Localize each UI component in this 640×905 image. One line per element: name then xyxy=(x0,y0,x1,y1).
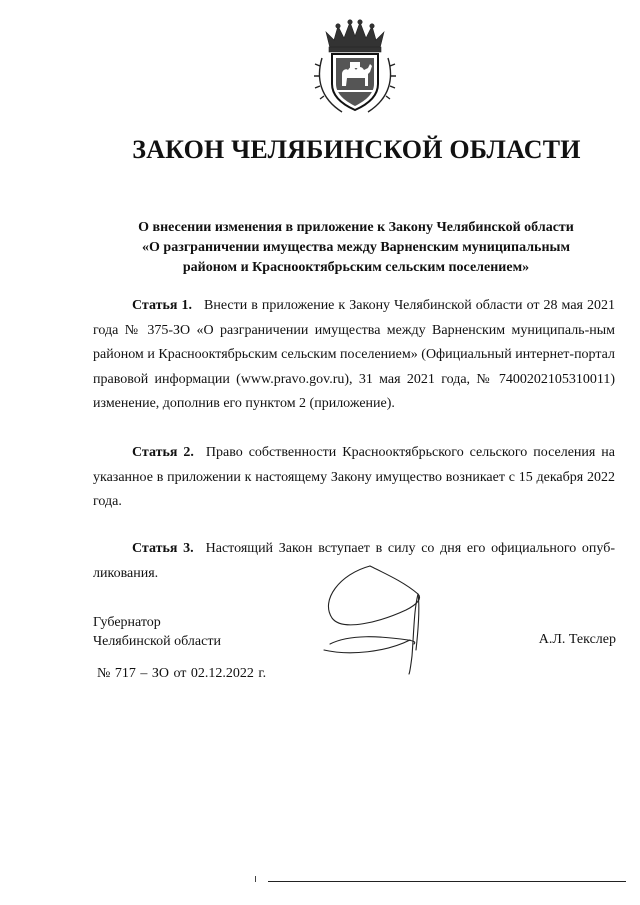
article-2 xyxy=(93,441,615,515)
article-text: Внести в приложение к Закону Челябинской области от 28 мая 2021 года № 375-ЗО «О разграничении имущества между Варненским муниципаль-ным районом и Краснооктябрьским сельским поселением» (Официальный интернет-портал правовой информации (www.pravo.gov.ru), 31 мая 2021 года, № 7400202105310011) изменение, дополнив его пунктом 2 (приложение). xyxy=(93,298,615,411)
document-title: ЗАКОН ЧЕЛЯБИНСКОЙ ОБЛАСТИ xyxy=(132,135,581,164)
signer-name: А.Л. Текслер xyxy=(538,632,616,647)
article-text: Настоящий Закон вступает в силу со дня его официального опуб-ликования. xyxy=(93,541,615,581)
article-heading: Статья 1. xyxy=(132,298,192,313)
subtitle-line: О внесении изменения в приложение к Закону Челябинской области xyxy=(138,220,574,235)
subtitle-line: «О разграничении имущества между Варненским муниципальным xyxy=(142,240,570,255)
registration-number: № 717 – ЗО от 02.12.2022 г. xyxy=(97,666,267,681)
article-text: Право собственности Краснооктябрьского сельского поселения на указанное в приложении к настоящему Закону имущество возникает с 15 декабря 2022 года. xyxy=(93,445,615,509)
footer-tick xyxy=(255,876,256,882)
subtitle-line: районом и Краснооктябрьским сельским поселением» xyxy=(182,260,530,275)
coat-of-arms-emblem xyxy=(312,18,398,118)
signer-position-line: Челябинской области xyxy=(93,634,221,649)
article-heading: Статья 3. xyxy=(132,541,194,556)
article-heading: Статья 2. xyxy=(132,445,194,460)
signer-position-line: Губернатор xyxy=(93,615,161,630)
document-subtitle xyxy=(96,218,616,278)
footer-rule xyxy=(268,881,626,882)
article-1 xyxy=(93,294,615,417)
signer-position xyxy=(93,613,221,651)
handwritten-signature xyxy=(310,560,440,680)
